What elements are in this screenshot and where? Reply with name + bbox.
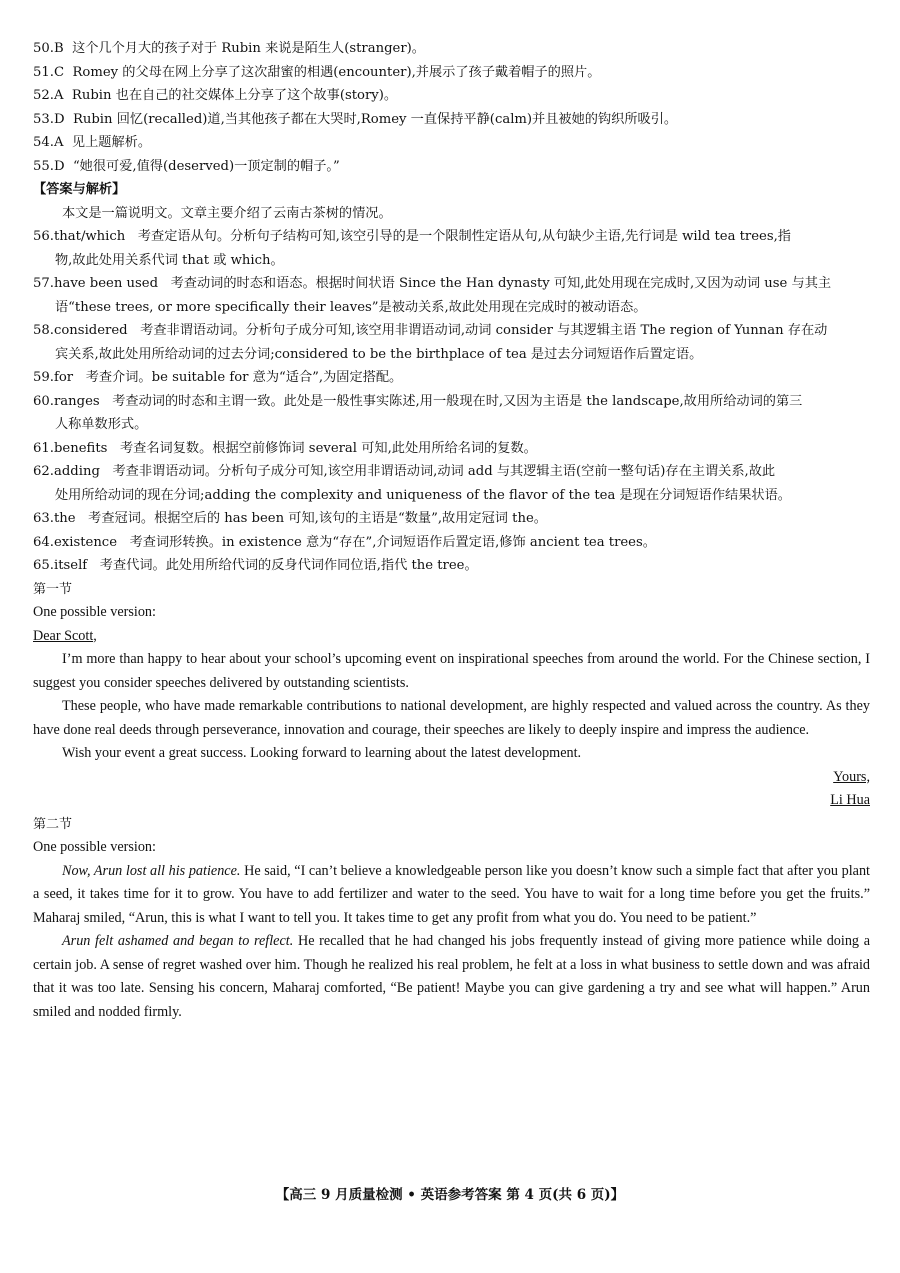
answer-item-continued: 处用所给动词的现在分词;adding the complexity and uniqueness of the flavor of the tea 是现在分词短语作结果状语。 (55, 487, 791, 503)
item-answer: that/which (53, 229, 126, 244)
answer-item-continued: 物,故此处用关系代词 that 或 which。 (55, 252, 284, 268)
item-explanation: 考查介词。be suitable for 意为“适合”,为固定搭配。 (85, 370, 403, 385)
item-answer: have been used (53, 276, 159, 291)
story-lead-sentence: Now, Arun lost all his patience. (62, 862, 241, 879)
answers-50-55 (33, 37, 870, 178)
letter-salutation: Dear Scott, (33, 627, 97, 644)
answer-item (33, 531, 870, 555)
item-text: 这个几个月大的孩子对于 Rubin 来说是陌生人(stranger)。 (72, 41, 425, 56)
part2-intro: One possible version: (33, 839, 156, 855)
item-number: 60. (33, 393, 54, 409)
item-text: “她很可爱,值得(deserved)一顶定制的帽子。” (72, 158, 340, 174)
passage-summary: 本文是一篇说明文。文章主要介绍了云南古茶树的情况。 (62, 205, 392, 221)
answer-item (33, 155, 870, 179)
item-number: 59. (33, 370, 54, 385)
item-number: 53.D (33, 111, 65, 127)
item-number: 61. (33, 440, 54, 456)
letter-closing: Yours, (833, 768, 870, 785)
answer-item (33, 437, 870, 461)
answer-item (33, 61, 870, 85)
item-answer: the (53, 511, 76, 526)
answer-item (33, 460, 870, 484)
answer-item-continued: 人称单数形式。 (55, 417, 148, 432)
answer-item (33, 390, 870, 414)
item-text: 见上题解析。 (71, 135, 152, 150)
answer-item (33, 84, 870, 108)
item-text: Rubin 也在自己的社交媒体上分享了这个故事(story)。 (71, 88, 398, 103)
answer-item (33, 319, 870, 343)
answer-item (33, 272, 870, 296)
answer-item (33, 108, 870, 132)
answer-item (33, 225, 870, 249)
item-explanation: 考查代词。此处用所给代词的反身代词作同位语,指代 the tree。 (99, 558, 478, 573)
story-text: He said, “I can’t believe a knowledgeable person like you doesn’t know such a simple fact that after you plant a seed, it takes time for it to grow. You have to add fertilizer and water to the seed. You have to wait for a long time before you get the fruits.” Maharaj smiled, “Arun, this is what I want to tell you. It takes time to get any profit from what you do. You need to be patient.” (33, 862, 870, 926)
answer-item-continued: 宾关系,故此处用所给动词的过去分词;considered to be the birthplace of tea 是过去分词短语作后置定语。 (55, 346, 703, 362)
item-answer: existence (53, 534, 117, 550)
item-explanation: 考查词形转换。in existence 意为“存在”,介词短语作后置定语,修饰 ancient tea trees。 (129, 534, 656, 550)
item-number: 62. (33, 464, 54, 479)
answer-item (33, 366, 870, 390)
part1-intro: One possible version: (33, 604, 156, 620)
item-number: 65. (33, 558, 54, 573)
item-answer: for (53, 370, 74, 385)
answer-item (33, 131, 870, 155)
page-footer: 【高三 9 月质量检测 • 英语参考答案 第 4 页(共 6 页)】 (275, 1187, 625, 1203)
item-explanation: 考查冠词。根据空后的 has been 可知,该句的主语是“数量”,故用定冠词 the。 (88, 511, 547, 526)
story-text: He recalled that he had changed his jobs frequently instead of giving more patience while doing a certain job. A sense of regret washed over him. Though he realized his real problem, he felt at a loss in what business to settle down and was afraid that it was too late. Sensing his concern, Maharaj comforted, “Be patient! Maybe you can give gardening a try and see what will happen.” Arun smiled and nodded firmly. (33, 933, 870, 1020)
story-lead-sentence: Arun felt ashamed and began to reflect. (62, 933, 294, 949)
item-number: 63. (33, 511, 54, 526)
item-explanation: 考查非谓语动词。分析句子成分可知,该空用非谓语动词,动词 consider 与其逻辑主语 The region of Yunnan 存在动 (140, 323, 828, 338)
item-text: Rubin 回忆(recalled)道,当其他孩子都在大哭时,Romey 一直保持平静(calm)并且被她的钩织所吸引。 (72, 111, 678, 127)
part2-heading: 第二节 (33, 816, 73, 832)
item-explanation: 考查定语从句。分析句子结构可知,该空引导的是一个限制性定语从句,从句缺少主语,先行词是 wild tea trees,指 (137, 229, 791, 244)
part1-heading: 第一节 (33, 581, 73, 597)
item-answer: benefits (53, 440, 108, 456)
item-answer: considered (53, 323, 128, 338)
item-number: 57. (33, 276, 54, 291)
item-number: 58. (33, 323, 54, 338)
item-explanation: 考查动词的时态和主谓一致。此处是一般性事实陈述,用一般现在时,又因为主语是 the landscape,故用所给动词的第三 (112, 393, 803, 409)
writing-part-2 (33, 813, 870, 1025)
item-number: 64. (33, 534, 54, 550)
item-explanation: 考查名词复数。根据空前修饰词 several 可知,此处用所给名词的复数。 (119, 440, 537, 456)
answers-56-65 (33, 225, 870, 578)
item-explanation: 考查非谓语动词。分析句子成分可知,该空用非谓语动词,动词 add 与其逻辑主语(空前一整句话)存在主谓关系,故此 (112, 464, 776, 479)
story-paragraph (33, 930, 870, 1024)
item-number: 51.C (33, 64, 65, 80)
answer-item (33, 554, 870, 578)
letter-paragraph: Wish your event a great success. Looking forward to learning about the latest development. (62, 745, 582, 761)
answer-item (33, 37, 870, 61)
answer-item (33, 507, 870, 531)
item-answer: adding (53, 464, 100, 479)
item-number: 56. (33, 229, 54, 244)
letter-paragraph: I’m more than happy to hear about your school’s upcoming event on inspirational speeches from around the world. For the Chinese section, I suggest you consider speeches delivered by outstanding scientists. (33, 651, 870, 691)
item-number: 55.D (33, 158, 65, 174)
letter-signature: Li Hua (830, 792, 870, 808)
section-heading-answer: 【答案与解析】 (33, 182, 126, 197)
letter-paragraph: These people, who have made remarkable contributions to national development, are highly respected and valued across the country. As they have done real deeds through perseverance, innovation and courage, their speeches are likely to deeply inspire and impress the audience. (33, 698, 870, 738)
item-answer: itself (53, 558, 88, 573)
item-number: 50.B (33, 41, 64, 56)
item-number: 52.A (33, 88, 64, 103)
item-answer: ranges (53, 393, 100, 409)
story-paragraph (33, 860, 870, 931)
item-number: 54.A (33, 135, 64, 150)
writing-part-1 (33, 578, 870, 813)
item-text: Romey 的父母在网上分享了这次甜蜜的相遇(encounter),并展示了孩子戴着帽子的照片。 (72, 64, 601, 80)
answer-item-continued: 语“these trees, or more specifically their leaves”是被动关系,故此处用现在完成时的被动语态。 (55, 299, 647, 315)
item-explanation: 考查动词的时态和语态。根据时间状语 Since the Han dynasty 可知,此处用现在完成时,又因为动词 use 与其主 (170, 276, 832, 291)
